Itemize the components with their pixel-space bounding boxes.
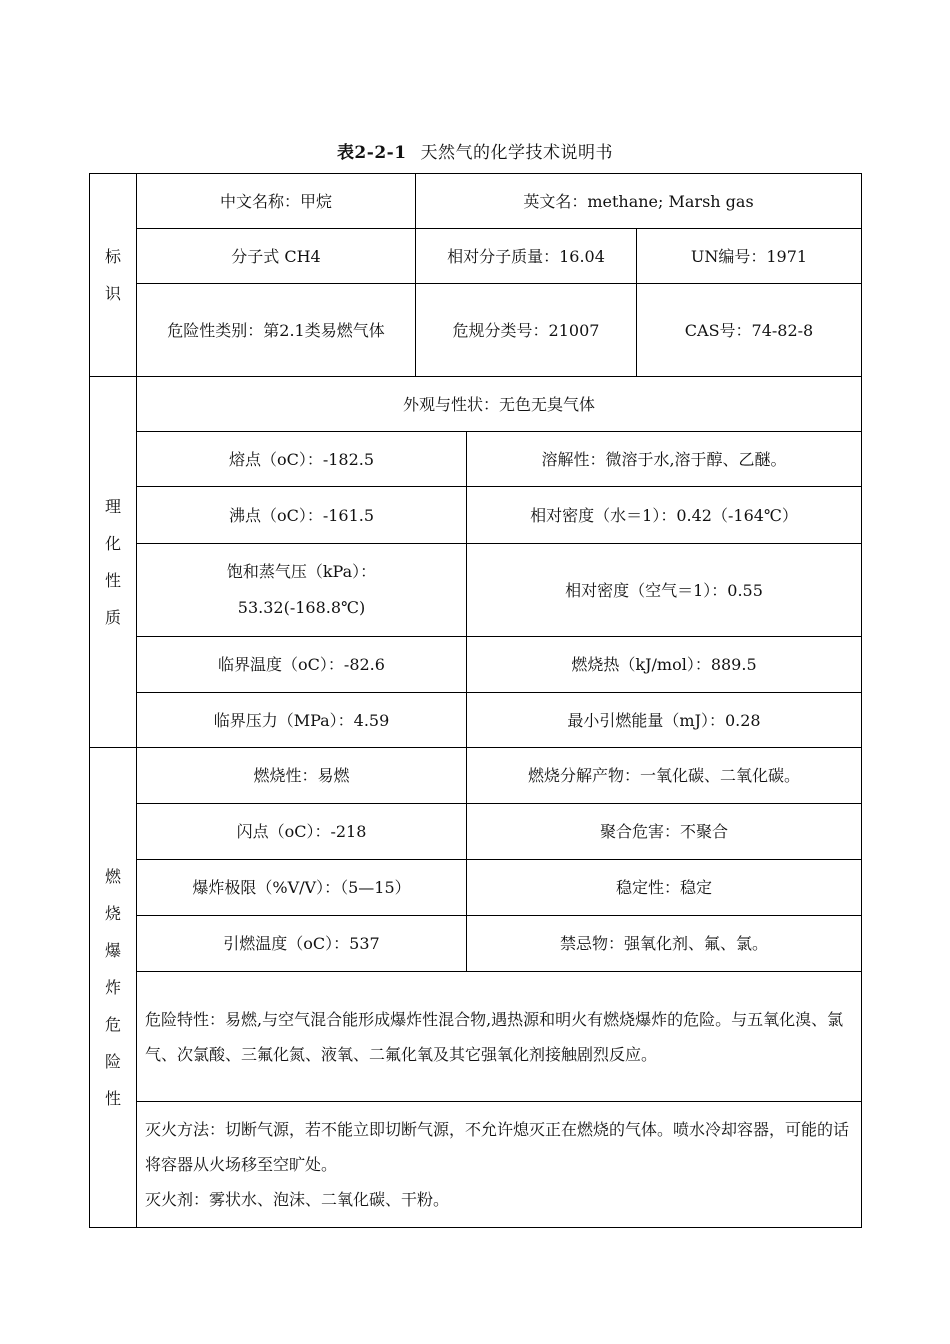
critical-temp-cell: 临界温度（oC）：-82.6	[137, 637, 467, 693]
boiling-point-cell: 沸点（oC）：-161.5	[137, 487, 467, 544]
molecular-mass-cell: 相对分子质量：16.04	[416, 229, 637, 284]
table-row	[90, 860, 862, 916]
section-label-identification: 标 识	[90, 174, 137, 377]
table-row	[90, 637, 862, 693]
table-caption: 天然气的化学技术说明书	[420, 143, 614, 163]
formula-cell: 分子式 CH4	[137, 229, 416, 284]
table-row	[90, 174, 862, 229]
cas-cell: CAS号：74-82-8	[637, 284, 862, 377]
table-row	[90, 487, 862, 544]
table-row	[90, 284, 862, 377]
table-row	[90, 693, 862, 748]
dangerous-goods-no-cell: 危规分类号：21007	[416, 284, 637, 377]
cn-name-cell: 中文名称：甲烷	[137, 174, 416, 229]
decomposition-cell: 燃烧分解产物：一氧化碳、二氧化碳。	[467, 748, 862, 804]
table-row	[90, 804, 862, 860]
density-air-cell: 相对密度（空气＝1）：0.55	[467, 544, 862, 637]
section-label-physchem: 理 化 性 质	[90, 377, 137, 748]
table-row	[90, 748, 862, 804]
un-number-cell: UN编号：1971	[637, 229, 862, 284]
table-row	[90, 1102, 862, 1228]
section-label-combustion: 燃 烧 爆 炸 危 险 性	[90, 748, 137, 1228]
heat-of-combustion-cell: 燃烧热（kJ/mol）：889.5	[467, 637, 862, 693]
table-row	[90, 916, 862, 972]
table-row	[90, 972, 862, 1102]
min-ignition-energy-cell: 最小引燃能量（mJ）：0.28	[467, 693, 862, 748]
melting-point-cell: 熔点（oC）：-182.5	[137, 432, 467, 487]
msds-table	[89, 173, 862, 1228]
polymerization-cell: 聚合危害：不聚合	[467, 804, 862, 860]
table-row	[90, 544, 862, 637]
explosion-limits-cell: 爆炸极限（%V/V）：（5—15）	[137, 860, 467, 916]
critical-pressure-cell: 临界压力（MPa）：4.59	[137, 693, 467, 748]
hazard-characteristics-cell: 危险特性：易燃,与空气混合能形成爆炸性混合物,遇热源和明火有燃烧爆炸的危险。与五氧化溴、氯气、次氯酸、三氟化氮、液氧、二氟化氧及其它强氧化剂接触剧烈反应。	[137, 972, 862, 1102]
table-row	[90, 377, 862, 432]
hazard-class-cell: 危险性类别：第2.1类易燃气体	[137, 284, 416, 377]
table-row	[90, 229, 862, 284]
firefighting-method: 灭火方法：切断气源，若不能立即切断气源，不允许熄灭正在燃烧的气体。喷水冷却容器，可能的话将容器从火场移至空旷处。	[145, 1120, 850, 1174]
table-number: 表2-2-1	[336, 143, 407, 163]
extinguishing-agents: 灭火剂：雾状水、泡沫、二氧化碳、干粉。	[145, 1190, 450, 1209]
stability-cell: 稳定性：稳定	[467, 860, 862, 916]
ignition-temp-cell: 引燃温度（oC）：537	[137, 916, 467, 972]
flammability-cell: 燃烧性：易燃	[137, 748, 467, 804]
appearance-cell: 外观与性状：无色无臭气体	[137, 377, 862, 432]
solubility-cell: 溶解性：微溶于水,溶于醇、乙醚。	[467, 432, 862, 487]
density-water-cell: 相对密度（水＝1）：0.42（-164℃）	[467, 487, 862, 544]
table-row	[90, 432, 862, 487]
incompatibles-cell: 禁忌物：强氧化剂、氟、氯。	[467, 916, 862, 972]
flash-point-cell: 闪点（oC）：-218	[137, 804, 467, 860]
firefighting-cell	[137, 1102, 862, 1228]
en-name-cell: 英文名：methane; Marsh gas	[416, 174, 862, 229]
vapor-pressure-cell: 饱和蒸气压（kPa）：53.32(-168.8℃)	[137, 544, 467, 637]
table-title	[0, 138, 950, 163]
